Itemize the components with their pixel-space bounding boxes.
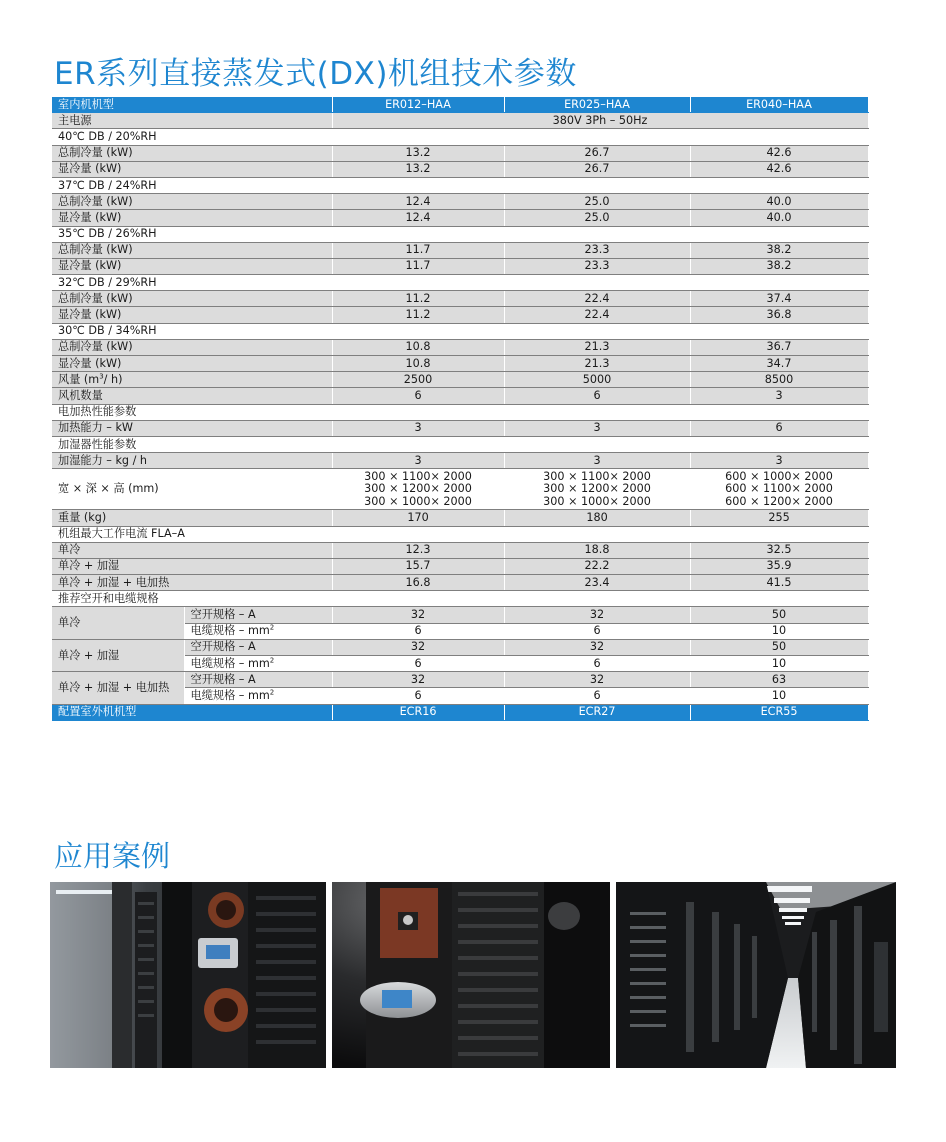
value-cell: 3 (332, 420, 504, 436)
value-cell: 22.4 (504, 307, 690, 323)
value-cell: 6 (504, 623, 690, 639)
weight-row (52, 510, 868, 526)
value-cell: 6 (504, 688, 690, 704)
value-cell: 15.7 (332, 558, 504, 574)
breaker-switch-row (52, 607, 868, 623)
heating-section-row (52, 404, 868, 420)
value-cell: 34.7 (690, 356, 868, 372)
model-header: ER012–HAA (332, 97, 504, 113)
section-label: 加湿器性能参数 (52, 436, 868, 452)
sensible-cooling-row (52, 161, 868, 177)
row-label: 加热能力 – kW (52, 420, 332, 436)
value-cell: 42.6 (690, 161, 868, 177)
switch-spec-label: 空开规格 – A (184, 639, 332, 655)
spec-table (52, 97, 869, 721)
power-value: 380V 3Ph – 50Hz (332, 113, 868, 129)
value-cell: 32 (504, 672, 690, 688)
dimensions-cell (332, 469, 504, 510)
row-label: 单冷 + 加湿 (52, 558, 332, 574)
value-cell: 32 (332, 607, 504, 623)
cable-spec-text: 电缆规格 – mm (190, 656, 270, 670)
section-label: 30℃ DB / 34%RH (52, 323, 868, 339)
heating-row (52, 420, 868, 436)
value-cell: 11.2 (332, 307, 504, 323)
value-cell: 3 (504, 453, 690, 469)
breaker-config-label: 单冷 (52, 607, 184, 639)
fla-row (52, 558, 868, 574)
cable-unit-sup: 2 (269, 655, 275, 664)
value-cell: 22.4 (504, 291, 690, 307)
value-cell: 38.2 (690, 258, 868, 274)
row-label: 主电源 (52, 113, 332, 129)
row-label: 重量 (kg) (52, 510, 332, 526)
cable-spec-label (184, 623, 332, 639)
value-cell: 12.4 (332, 194, 504, 210)
airflow-label-end: / h) (103, 372, 123, 386)
photo-rack-unit (50, 882, 326, 1068)
row-label: 显冷量 (kW) (52, 210, 332, 226)
value-cell: 3 (504, 420, 690, 436)
section-label: 机组最大工作电流 FLA–A (52, 526, 868, 542)
value-cell: 40.0 (690, 210, 868, 226)
sensible-cooling-row (52, 210, 868, 226)
outdoor-model-cell: ECR55 (690, 704, 868, 720)
value-cell: 3 (332, 453, 504, 469)
row-label: 总制冷量 (kW) (52, 194, 332, 210)
dimensions-cell (690, 469, 868, 510)
total-cooling-row (52, 145, 868, 161)
value-cell: 6 (332, 388, 504, 404)
value-cell: 21.3 (504, 339, 690, 355)
dimension-line: 600 × 1000× 2000 (725, 469, 833, 483)
sensible-cooling-row (52, 307, 868, 323)
row-label: 总制冷量 (kW) (52, 291, 332, 307)
value-cell: 6 (690, 420, 868, 436)
value-cell: 11.2 (332, 291, 504, 307)
fan-count-row (52, 388, 868, 404)
value-cell: 180 (504, 510, 690, 526)
value-cell: 10 (690, 623, 868, 639)
cable-spec-text: 电缆规格 – mm (190, 624, 270, 638)
airflow-row (52, 372, 868, 388)
value-cell: 10 (690, 688, 868, 704)
value-cell: 25.0 (504, 194, 690, 210)
total-cooling-row (52, 242, 868, 258)
row-label: 风机数量 (52, 388, 332, 404)
section-title-cases: 应用案例 (54, 839, 171, 873)
table-header-row (52, 97, 868, 113)
humid-row (52, 453, 868, 469)
value-cell: 32 (332, 672, 504, 688)
value-cell: 10.8 (332, 356, 504, 372)
row-label: 显冷量 (kW) (52, 356, 332, 372)
value-cell: 6 (332, 656, 504, 672)
row-label (52, 372, 332, 388)
model-header: ER025–HAA (504, 97, 690, 113)
value-cell: 32 (332, 639, 504, 655)
value-cell: 170 (332, 510, 504, 526)
section-label: 推荐空开和电缆规格 (52, 591, 868, 607)
dimensions-row (52, 469, 868, 510)
value-cell: 12.3 (332, 542, 504, 558)
value-cell: 6 (332, 623, 504, 639)
value-cell: 63 (690, 672, 868, 688)
total-cooling-row (52, 194, 868, 210)
value-cell: 6 (504, 656, 690, 672)
value-cell: 36.8 (690, 307, 868, 323)
row-label: 单冷 + 加湿 + 电加热 (52, 575, 332, 591)
breaker-config-label: 单冷 + 加湿 + 电加热 (52, 672, 184, 704)
humid-section-row (52, 436, 868, 452)
breaker-switch-row (52, 672, 868, 688)
section-label: 电加热性能参数 (52, 404, 868, 420)
header-label: 室内机机型 (52, 97, 332, 113)
breaker-config-label: 单冷 + 加湿 (52, 639, 184, 671)
switch-spec-label: 空开规格 – A (184, 607, 332, 623)
value-cell: 23.4 (504, 575, 690, 591)
outdoor-model-row (52, 704, 868, 720)
row-label: 总制冷量 (kW) (52, 242, 332, 258)
value-cell: 6 (504, 388, 690, 404)
breaker-switch-row (52, 639, 868, 655)
condition-row (52, 226, 868, 242)
value-cell: 255 (690, 510, 868, 526)
total-cooling-row (52, 291, 868, 307)
value-cell: 26.7 (504, 145, 690, 161)
dimension-line: 600 × 1100× 2000 (725, 482, 833, 496)
section-label: 37℃ DB / 24%RH (52, 177, 868, 193)
cable-spec-label (184, 656, 332, 672)
value-cell: 23.3 (504, 242, 690, 258)
row-label: 总制冷量 (kW) (52, 339, 332, 355)
row-label: 显冷量 (kW) (52, 161, 332, 177)
value-cell: 3 (690, 453, 868, 469)
condition-row (52, 275, 868, 291)
value-cell: 21.3 (504, 356, 690, 372)
condition-row (52, 323, 868, 339)
value-cell: 26.7 (504, 161, 690, 177)
value-cell: 32 (504, 607, 690, 623)
section-label: 40℃ DB / 20%RH (52, 129, 868, 145)
cable-spec-label (184, 688, 332, 704)
value-cell: 16.8 (332, 575, 504, 591)
value-cell: 42.6 (690, 145, 868, 161)
value-cell: 13.2 (332, 145, 504, 161)
value-cell: 8500 (690, 372, 868, 388)
dimensions-cell (504, 469, 690, 510)
value-cell: 50 (690, 639, 868, 655)
value-cell: 13.2 (332, 161, 504, 177)
fla-row (52, 542, 868, 558)
value-cell: 40.0 (690, 194, 868, 210)
row-label: 单冷 (52, 542, 332, 558)
value-cell: 2500 (332, 372, 504, 388)
value-cell: 50 (690, 607, 868, 623)
outdoor-model-cell: ECR16 (332, 704, 504, 720)
value-cell: 25.0 (504, 210, 690, 226)
breaker-section-row (52, 591, 868, 607)
cable-unit-sup: 2 (269, 623, 275, 632)
fla-row (52, 575, 868, 591)
value-cell: 23.3 (504, 258, 690, 274)
row-label: 总制冷量 (kW) (52, 145, 332, 161)
row-label: 显冷量 (kW) (52, 258, 332, 274)
sensible-cooling-row (52, 356, 868, 372)
value-cell: 22.2 (504, 558, 690, 574)
cable-spec-text: 电缆规格 – mm (190, 688, 270, 702)
dimension-line: 300 × 1000× 2000 (543, 494, 651, 508)
condition-row (52, 129, 868, 145)
value-cell: 37.4 (690, 291, 868, 307)
dimension-line: 300 × 1200× 2000 (543, 482, 651, 496)
value-cell: 35.9 (690, 558, 868, 574)
value-cell: 12.4 (332, 210, 504, 226)
row-label: 加湿能力 – kg / h (52, 453, 332, 469)
dimension-line: 300 × 1000× 2000 (364, 494, 472, 508)
section-label: 32℃ DB / 29%RH (52, 275, 868, 291)
value-cell: 32 (504, 639, 690, 655)
dimension-line: 300 × 1200× 2000 (364, 482, 472, 496)
fla-section-row (52, 526, 868, 542)
value-cell: 36.7 (690, 339, 868, 355)
value-cell: 3 (690, 388, 868, 404)
value-cell: 10.8 (332, 339, 504, 355)
dimension-line: 300 × 1100× 2000 (543, 469, 651, 483)
value-cell: 32.5 (690, 542, 868, 558)
photo-cooling-unit-display (332, 882, 610, 1068)
value-cell: 5000 (504, 372, 690, 388)
value-cell: 38.2 (690, 242, 868, 258)
value-cell: 10 (690, 656, 868, 672)
row-label: 宽 × 深 × 高 (mm) (52, 469, 332, 510)
airflow-unit-sup: 3 (99, 372, 104, 381)
outdoor-model-cell: ECR27 (504, 704, 690, 720)
cable-unit-sup: 2 (269, 688, 275, 697)
total-cooling-row (52, 339, 868, 355)
dimension-line: 300 × 1100× 2000 (364, 469, 472, 483)
value-cell: 41.5 (690, 575, 868, 591)
page-title: ER系列直接蒸发式(DX)机组技术参数 (54, 56, 577, 92)
row-label: 显冷量 (kW) (52, 307, 332, 323)
section-label: 35℃ DB / 26%RH (52, 226, 868, 242)
condition-row (52, 177, 868, 193)
switch-spec-label: 空开规格 – A (184, 672, 332, 688)
power-row (52, 113, 868, 129)
value-cell: 11.7 (332, 258, 504, 274)
sensible-cooling-row (52, 258, 868, 274)
photo-server-aisle (616, 882, 896, 1068)
value-cell: 11.7 (332, 242, 504, 258)
airflow-label: 风量 (m (58, 372, 100, 386)
outdoor-label: 配置室外机机型 (52, 704, 332, 720)
model-header: ER040–HAA (690, 97, 868, 113)
dimension-line: 600 × 1200× 2000 (725, 494, 833, 508)
value-cell: 18.8 (504, 542, 690, 558)
value-cell: 6 (332, 688, 504, 704)
